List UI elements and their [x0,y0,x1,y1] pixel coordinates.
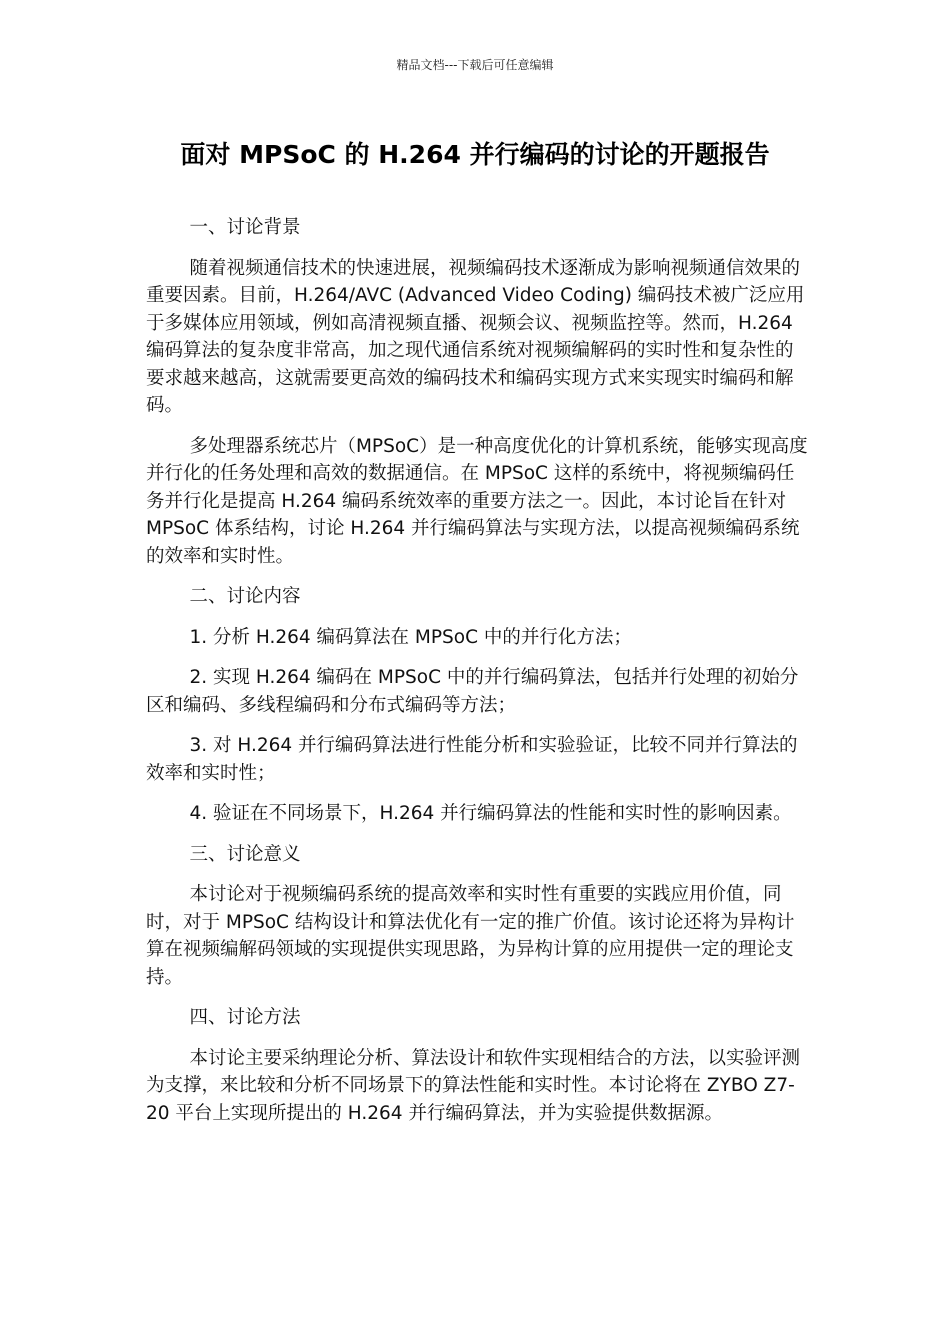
paragraph: 随着视频通信技术的快速进展，视频编码技术逐渐成为影响视频通信效果的重要因素。目前，H.264/AVC (Advanced Video Coding) 编码技术被广泛应用于多媒体应用领域，例如高清视频直播、视频会议、视频监控等。然而，H.264 编码算法的复杂度非常高，加之现代通信系统对视频编解码的实时性和复杂性的要求越来越高，这就需要更高效的编码技术和编码实现方式来实现实时编码和解码。 [146,257,805,416]
document-title: 面对 MPSoC 的 H.264 并行编码的讨论的开题报告 [180,140,770,169]
section-heading-content: 二、讨论内容 [189,586,301,607]
page-header-note: 精品文档---下载后可任意编辑 [396,58,554,72]
list-item: 4. 验证在不同场景下，H.264 并行编码算法的性能和实时性的影响因素。 [189,803,792,824]
section-heading-method: 四、讨论方法 [189,1007,301,1028]
document-body [146,214,808,1140]
list-item: 2. 实现 H.264 编码在 MPSoC 中的并行编码算法，包括并行处理的初始分区和编码、多线程编码和分布式编码等方法； [146,667,799,716]
list-item: 3. 对 H.264 并行编码算法进行性能分析和实验验证，比较不同并行算法的效率和实时性； [146,735,798,784]
list-item: 1. 分析 H.264 编码算法在 MPSoC 中的并行化方法； [189,626,632,648]
paragraph: 多处理器系统芯片（MPSoC）是一种高度优化的计算机系统，能够实现高度并行化的任务处理和高效的数据通信。在 MPSoC 这样的系统中，将视频编码任务并行化是提高 H.264 编码系统效率的重要方法之一。因此，本讨论旨在针对 MPSoC 体系结构，讨论 H.264 并行编码算法与实现方法，以提高视频编码系统的效率和实时性。 [146,435,808,567]
paragraph: 本讨论主要采纳理论分析、算法设计和软件实现相结合的方法，以实验评测为支撑，来比较和分析不同场景下的算法性能和实时性。本讨论将在 ZYBO Z7-20 平台上实现所提出的 H.264 并行编码算法，并为实验提供数据源。 [146,1047,800,1124]
section-heading-significance: 三、讨论意义 [189,843,301,865]
paragraph: 本讨论对于视频编码系统的提高效率和实时性有重要的实践应用价值，同时，对于 MPSoC 结构设计和算法优化有一定的推广价值。该讨论还将为异构计算在视频编解码领域的实现提供实现思路，为异构计算的应用提供一定的理论支持。 [146,884,795,988]
section-heading-background: 一、讨论背景 [189,217,301,238]
